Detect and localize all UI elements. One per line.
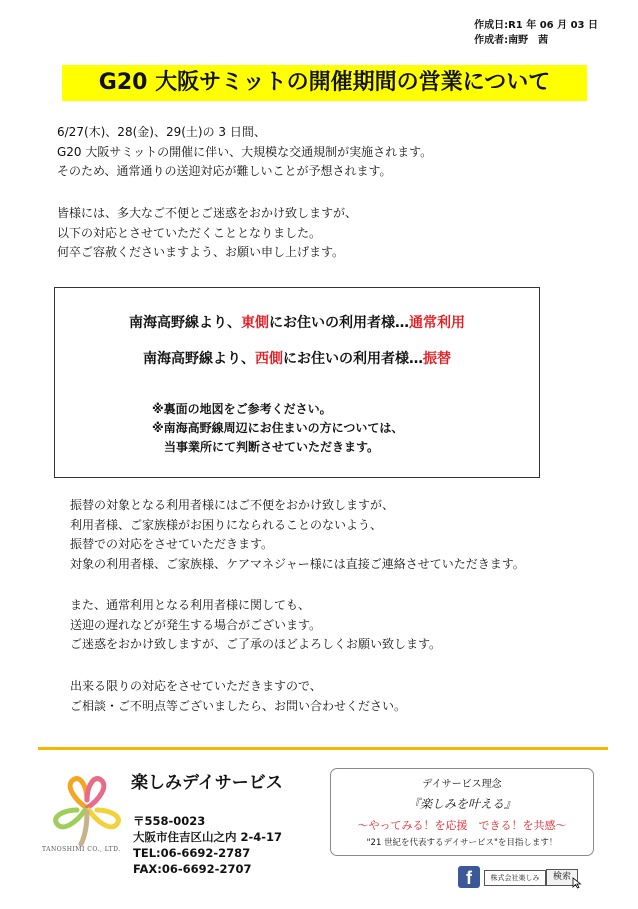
east-side-label: 東側 <box>241 315 269 331</box>
box-note-line: ※裏面の地図をご参考ください。 <box>152 402 332 416</box>
transfer-paragraph <box>70 496 525 574</box>
page-title: G20 大阪サミットの開催期間の営業について <box>62 65 587 101</box>
closing-line: ご相談・ご不明点等ございましたら、お問い合わせください。 <box>70 698 407 713</box>
philosophy-sub: ～やってみる！を応援 できる！を共感～ <box>357 819 567 832</box>
philosophy-box <box>330 768 594 856</box>
transfer-line: 振替での対応をさせていただきます。 <box>70 537 274 551</box>
apology-line: 何卒ご容赦くださいますよう、お願い申し上げます。 <box>57 245 345 259</box>
box-notes <box>152 400 403 457</box>
transfer-line: 対象の利用者様、ご家族様、ケアマネジャー様には直接ご連絡させていただきます。 <box>70 556 525 571</box>
philosophy-heading: デイサービス理念 <box>422 779 502 790</box>
intro-paragraph <box>57 123 432 182</box>
company-address <box>133 813 282 877</box>
intro-line: そのため、通常通りの送迎対応が難しいことが予想されます。 <box>57 164 392 178</box>
search-button[interactable]: 検索 <box>546 869 578 886</box>
postal-code: 〒558-0023 <box>133 814 206 828</box>
philosophy-foot: "21 世紀を代表するデイサービス"を目指します！ <box>366 838 558 848</box>
normal-use-paragraph <box>70 596 441 655</box>
line-middle: にお住いの利用者様… <box>269 315 409 331</box>
company-name: 楽しみデイサービス <box>131 773 283 793</box>
created-date: 作成日:R1 年 06 月 03 日 <box>474 20 598 31</box>
logo-text: TANOSHIMI CO., LTD. <box>42 846 121 853</box>
closing-line: 出来る限りの対応をさせていただきますので、 <box>70 679 322 693</box>
normal-line: 送迎の遅れなどが発生する場合がございます。 <box>70 617 322 632</box>
apology-line: 以下の対応とさせていただくこととなりました。 <box>57 225 322 240</box>
box-note-line: ※南海高野線周辺にお住まいの方については、 <box>152 421 404 435</box>
document-meta <box>474 18 598 48</box>
line-prefix: 南海高野線より、 <box>143 351 255 367</box>
intro-line: 6/27(木)、28(金)、29(土)の 3 日間、 <box>57 125 266 139</box>
fax-number: FAX:06-6692-2707 <box>133 862 252 876</box>
west-side-label: 西側 <box>255 351 283 367</box>
normal-line: また、通常利用となる利用者様に関しても、 <box>70 598 311 612</box>
line-prefix: 南海高野線より、 <box>129 315 241 331</box>
clover-logo-icon <box>47 770 127 850</box>
apology-line: 皆様には、多大なご不便とご迷惑をおかけ致しますが、 <box>57 206 358 220</box>
footer-divider <box>38 747 608 750</box>
transfer-label: 振替 <box>423 351 451 367</box>
facebook-search-field[interactable]: 株式会社楽しみ <box>484 870 546 886</box>
line-middle: にお住いの利用者様… <box>283 351 423 367</box>
transfer-line: 利用者様、ご家族様がお困りになられることのないよう、 <box>70 517 383 532</box>
phone-number: TEL:06-6692-2787 <box>133 846 251 860</box>
east-side-line <box>55 312 539 332</box>
closing-paragraph <box>70 677 406 716</box>
author: 作成者:南野 茜 <box>474 35 549 46</box>
apology-paragraph <box>57 204 357 263</box>
cursor-icon <box>572 877 582 889</box>
notice-box <box>54 287 540 478</box>
transfer-line: 振替の対象となる利用者様にはご不便をおかけ致しますが、 <box>70 498 395 512</box>
street-address: 大阪市住吉区山之内 2-4-17 <box>133 830 283 844</box>
normal-use-label: 通常利用 <box>409 315 465 331</box>
intro-line: G20 大阪サミットの開催に伴い、大規模な交通規制が実施されます。 <box>57 144 433 159</box>
normal-line: ご迷惑をおかけ致しますが、ご了承のほどよろしくお願い致します。 <box>70 637 442 651</box>
box-note-line: 当事業所にて判断させていただきます。 <box>152 440 380 454</box>
west-side-line <box>55 348 539 368</box>
facebook-icon[interactable]: f <box>458 866 480 888</box>
philosophy-main: 『楽しみを叶える』 <box>407 797 516 811</box>
